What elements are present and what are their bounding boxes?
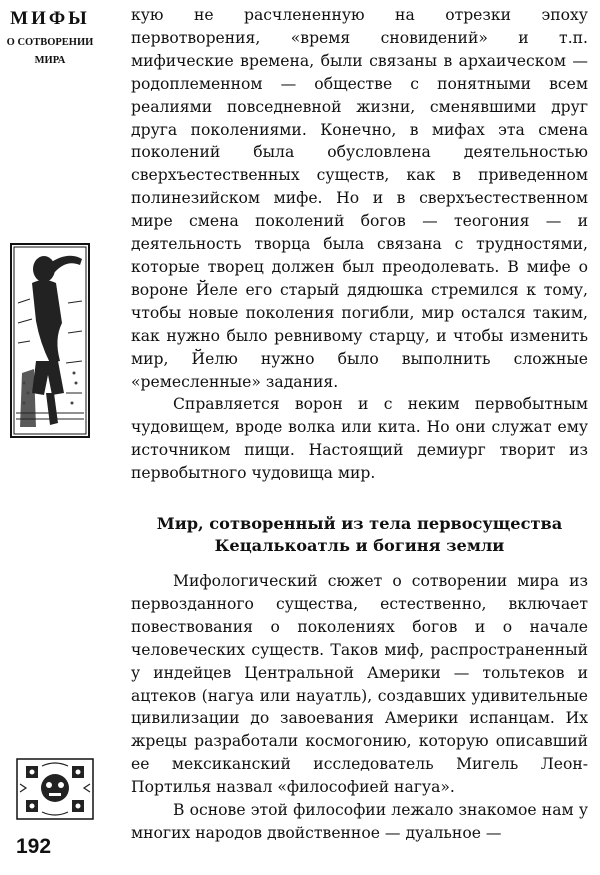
section-heading-line-1: Мир, сотворенный из тела первосущества	[156, 514, 563, 534]
figure-relief-illustration-icon	[10, 243, 90, 438]
running-head	[0, 6, 100, 68]
paragraph: Мифологический сюжет о сотворении мира из первозданного существа, естественно, включает повествования о поколениях богов и о начале человеческих существ. Таков миф, распространенный у индейцев Центральной Америки — тольтеков и ацтеков (нагуа или науатль), создавших удивительные цивилизации до завоевания Америки испанцам. Их жрецы разработали космогонию, которую описавший ее мексиканский исследователь Мигель Леон-Портилья назвал «философией нагуа».	[131, 572, 588, 797]
page-number: 192	[16, 835, 52, 858]
section-heading	[131, 513, 588, 557]
paragraph: кую не расчлененную на отрезки эпоху первотворения, «время сновидений» и т.п. мифические времена, были связаны в архаическом — родоплеменном — обществе с понятными всем реалиями повседневной жизни, сменявшими друг друга поколениями. Конечно, в мифах эта смена поколений была обусловлена деятельностью сверхъестественных существ, как в приведенном полинезийском мифе. Но и в сверхъестественном мире смена поколений богов — теогония — и деятельность творца была связана с трудностями, которые творец должен был преодолевать. В мифе о вороне Йеле его старый дядюшка стремился к тому, чтобы новые поколения погибли, мир остался таким, как нужно было ревнивому старцу, и чтобы изменить мир, Йелю нужно было выполнить сложные «ремесленные» задания.	[131, 6, 588, 391]
running-head-line-1: МИФЫ	[10, 8, 90, 29]
running-head-line-3: МИРА	[34, 54, 66, 66]
running-head-line-2: О СОТВОРЕНИИ	[6, 36, 94, 48]
section-heading-line-2: Кецалькоатль и богиня земли	[214, 536, 505, 556]
paragraph: В основе этой философии лежало знакомое нам у многих народов двойственное — дуальное —	[131, 801, 588, 842]
body-text	[131, 4, 588, 845]
paragraph: Справляется ворон и с неким первобытным чудовищем, вроде волка или кита. Но они служат ему источником пищи. Настоящий демиург творит из первобытного чудовища мир.	[131, 395, 588, 483]
ornament-mask-illustration-icon	[16, 758, 94, 820]
